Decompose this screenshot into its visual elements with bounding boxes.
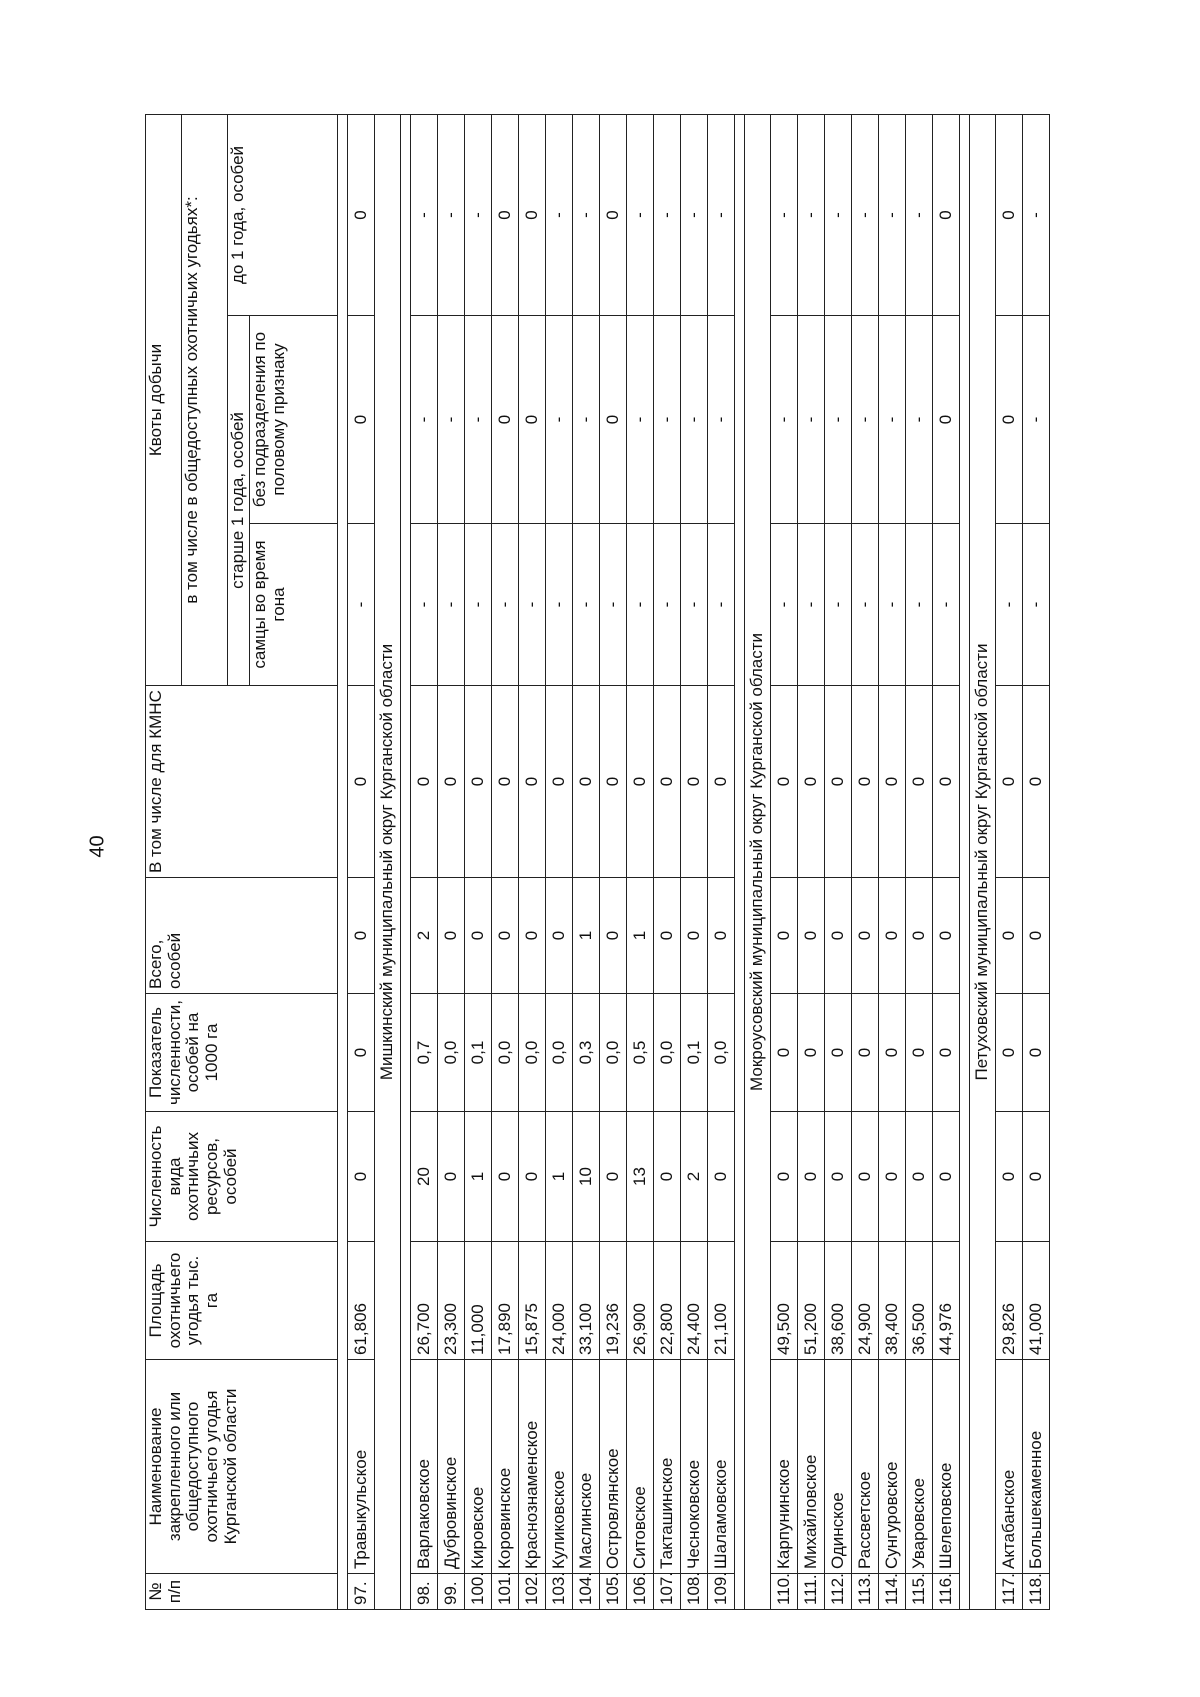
row-name: Актабанское bbox=[996, 1360, 1023, 1574]
row-area: 22,800 bbox=[654, 1242, 681, 1360]
row-total: 2 bbox=[411, 878, 438, 994]
row-nosex: - bbox=[438, 316, 465, 524]
row-area: 33,100 bbox=[573, 1242, 600, 1360]
row-area: 41,000 bbox=[1023, 1242, 1050, 1360]
table-row bbox=[573, 114, 600, 1609]
row-area: 36,500 bbox=[906, 1242, 933, 1360]
row-area: 49,500 bbox=[771, 1242, 798, 1360]
row-number: 97. bbox=[348, 1574, 375, 1610]
row-number: 106. bbox=[627, 1574, 654, 1610]
row-males: - bbox=[708, 524, 735, 686]
row-number: 111. bbox=[798, 1574, 825, 1610]
row-kmns: 0 bbox=[411, 686, 438, 878]
table-row bbox=[825, 114, 852, 1609]
row-young: - bbox=[708, 114, 735, 315]
row-area: 23,300 bbox=[438, 1242, 465, 1360]
row-kmns: 0 bbox=[1023, 686, 1050, 878]
row-young: 0 bbox=[348, 114, 375, 315]
row-density: 0,5 bbox=[627, 994, 654, 1112]
row-name: Большекаменное bbox=[1023, 1360, 1050, 1574]
row-males: - bbox=[438, 524, 465, 686]
row-total: 0 bbox=[438, 878, 465, 994]
table-row bbox=[438, 114, 465, 1609]
section-header-row bbox=[375, 114, 401, 1609]
row-nosex: - bbox=[852, 316, 879, 524]
row-name: Рассветское bbox=[852, 1360, 879, 1574]
row-number: 116. bbox=[933, 1574, 960, 1610]
row-young: - bbox=[681, 114, 708, 315]
row-number: 113. bbox=[852, 1574, 879, 1610]
row-name: Островлянское bbox=[600, 1360, 627, 1574]
row-males: - bbox=[411, 524, 438, 686]
row-young: - bbox=[465, 114, 492, 315]
row-density: 0 bbox=[879, 994, 906, 1112]
row-number: 102. bbox=[519, 1574, 546, 1610]
row-number: 109. bbox=[708, 1574, 735, 1610]
row-total: 0 bbox=[546, 878, 573, 994]
page-number: 40 bbox=[86, 835, 109, 858]
row-nosex: - bbox=[825, 316, 852, 524]
row-males: - bbox=[654, 524, 681, 686]
row-males: - bbox=[798, 524, 825, 686]
row-area: 24,400 bbox=[681, 1242, 708, 1360]
row-males: - bbox=[465, 524, 492, 686]
header-total: Всего, особей bbox=[146, 878, 338, 994]
row-nosex: 0 bbox=[996, 316, 1023, 524]
row-males: - bbox=[1023, 524, 1050, 686]
row-males: - bbox=[906, 524, 933, 686]
row-name: Шаламовское bbox=[708, 1360, 735, 1574]
row-name: Шелеповское bbox=[933, 1360, 960, 1574]
table-row bbox=[771, 114, 798, 1609]
header-density: Показатель численности, особей на 1000 га bbox=[146, 994, 338, 1112]
section-header-row bbox=[970, 114, 996, 1609]
row-name: Варлаковское bbox=[411, 1360, 438, 1574]
row-area: 26,900 bbox=[627, 1242, 654, 1360]
row-area: 24,000 bbox=[546, 1242, 573, 1360]
table-row bbox=[654, 114, 681, 1609]
row-males: - bbox=[492, 524, 519, 686]
row-nosex: - bbox=[654, 316, 681, 524]
row-males: - bbox=[879, 524, 906, 686]
row-density: 0,0 bbox=[654, 994, 681, 1112]
row-total: 0 bbox=[771, 878, 798, 994]
row-total: 0 bbox=[852, 878, 879, 994]
row-population: 0 bbox=[906, 1112, 933, 1242]
table-row bbox=[1023, 114, 1050, 1609]
spacer-row bbox=[960, 114, 970, 1609]
spacer-cell bbox=[401, 114, 411, 1609]
row-kmns: 0 bbox=[519, 686, 546, 878]
row-total: 0 bbox=[879, 878, 906, 994]
row-total: 0 bbox=[825, 878, 852, 994]
row-density: 0,0 bbox=[600, 994, 627, 1112]
row-young: - bbox=[906, 114, 933, 315]
row-young: - bbox=[1023, 114, 1050, 315]
row-population: 0 bbox=[600, 1112, 627, 1242]
row-population: 13 bbox=[627, 1112, 654, 1242]
row-area: 51,200 bbox=[798, 1242, 825, 1360]
row-area: 24,900 bbox=[852, 1242, 879, 1360]
row-population: 0 bbox=[933, 1112, 960, 1242]
spacer-cell bbox=[960, 114, 970, 1609]
row-total: 0 bbox=[1023, 878, 1050, 994]
section-title: Петуховский муниципальный округ Курганской области bbox=[970, 114, 996, 1609]
row-nosex: - bbox=[879, 316, 906, 524]
row-density: 0 bbox=[798, 994, 825, 1112]
row-density: 0 bbox=[933, 994, 960, 1112]
header-num: № п/п bbox=[146, 1574, 338, 1610]
header-quotas: Квоты добычи bbox=[146, 114, 182, 685]
row-males: - bbox=[852, 524, 879, 686]
row-number: 112. bbox=[825, 1574, 852, 1610]
row-population: 0 bbox=[492, 1112, 519, 1242]
row-area: 29,826 bbox=[996, 1242, 1023, 1360]
table-row bbox=[411, 114, 438, 1609]
row-density: 0 bbox=[852, 994, 879, 1112]
row-young: - bbox=[825, 114, 852, 315]
row-name: Такташинское bbox=[654, 1360, 681, 1574]
table-row bbox=[519, 114, 546, 1609]
row-number: 104. bbox=[573, 1574, 600, 1610]
row-density: 0 bbox=[348, 994, 375, 1112]
row-nosex: - bbox=[771, 316, 798, 524]
row-nosex: - bbox=[1023, 316, 1050, 524]
row-kmns: 0 bbox=[600, 686, 627, 878]
row-young: 0 bbox=[933, 114, 960, 315]
row-kmns: 0 bbox=[996, 686, 1023, 878]
section-title: Мокроусовский муниципальный округ Курганской области bbox=[745, 114, 771, 1609]
row-density: 0,0 bbox=[708, 994, 735, 1112]
section-title: Мишкинский муниципальный округ Курганской области bbox=[375, 114, 401, 1609]
row-males: - bbox=[348, 524, 375, 686]
header-older: старше 1 года, особей bbox=[228, 316, 250, 686]
row-total: 0 bbox=[519, 878, 546, 994]
row-population: 1 bbox=[465, 1112, 492, 1242]
row-number: 98. bbox=[411, 1574, 438, 1610]
row-area: 44,976 bbox=[933, 1242, 960, 1360]
row-young: - bbox=[411, 114, 438, 315]
row-nosex: 0 bbox=[600, 316, 627, 524]
table-header bbox=[146, 114, 338, 1609]
row-total: 0 bbox=[996, 878, 1023, 994]
row-number: 103. bbox=[546, 1574, 573, 1610]
row-young: - bbox=[852, 114, 879, 315]
row-number: 99. bbox=[438, 1574, 465, 1610]
row-kmns: 0 bbox=[852, 686, 879, 878]
row-density: 0,1 bbox=[465, 994, 492, 1112]
row-population: 0 bbox=[996, 1112, 1023, 1242]
row-kmns: 0 bbox=[627, 686, 654, 878]
row-kmns: 0 bbox=[681, 686, 708, 878]
spacer-row bbox=[401, 114, 411, 1609]
row-nosex: - bbox=[465, 316, 492, 524]
row-density: 0,0 bbox=[546, 994, 573, 1112]
row-kmns: 0 bbox=[348, 686, 375, 878]
row-population: 0 bbox=[1023, 1112, 1050, 1242]
header-nosex: без подразделения по половому признаку bbox=[250, 316, 338, 524]
section-header-row bbox=[745, 114, 771, 1609]
row-population: 0 bbox=[438, 1112, 465, 1242]
row-young: - bbox=[654, 114, 681, 315]
row-number: 114. bbox=[879, 1574, 906, 1610]
table-body bbox=[338, 114, 1050, 1609]
row-young: 0 bbox=[996, 114, 1023, 315]
row-population: 0 bbox=[825, 1112, 852, 1242]
row-males: - bbox=[519, 524, 546, 686]
row-density: 0,0 bbox=[438, 994, 465, 1112]
row-kmns: 0 bbox=[933, 686, 960, 878]
row-nosex: - bbox=[411, 316, 438, 524]
row-name: Дубровинское bbox=[438, 1360, 465, 1574]
row-name: Травыкульское bbox=[348, 1360, 375, 1574]
row-kmns: 0 bbox=[465, 686, 492, 878]
table-row bbox=[546, 114, 573, 1609]
header-males: самцы во время гона bbox=[250, 524, 338, 686]
row-area: 15,875 bbox=[519, 1242, 546, 1360]
row-young: 0 bbox=[600, 114, 627, 315]
row-kmns: 0 bbox=[708, 686, 735, 878]
row-total: 1 bbox=[573, 878, 600, 994]
table-row bbox=[933, 114, 960, 1609]
row-young: - bbox=[438, 114, 465, 315]
table-row bbox=[681, 114, 708, 1609]
row-nosex: - bbox=[708, 316, 735, 524]
row-density: 0,0 bbox=[519, 994, 546, 1112]
row-young: 0 bbox=[519, 114, 546, 315]
row-males: - bbox=[933, 524, 960, 686]
row-kmns: 0 bbox=[492, 686, 519, 878]
row-kmns: 0 bbox=[825, 686, 852, 878]
row-nosex: - bbox=[681, 316, 708, 524]
row-kmns: 0 bbox=[438, 686, 465, 878]
header-young: до 1 года, особей bbox=[228, 114, 338, 315]
row-area: 21,100 bbox=[708, 1242, 735, 1360]
row-population: 0 bbox=[771, 1112, 798, 1242]
row-number: 110. bbox=[771, 1574, 798, 1610]
row-number: 108. bbox=[681, 1574, 708, 1610]
row-nosex: - bbox=[573, 316, 600, 524]
row-density: 0,1 bbox=[681, 994, 708, 1112]
row-total: 0 bbox=[708, 878, 735, 994]
row-area: 11,000 bbox=[465, 1242, 492, 1360]
row-population: 0 bbox=[348, 1112, 375, 1242]
header-kmns: В том числе для КМНС bbox=[146, 686, 338, 878]
row-males: - bbox=[573, 524, 600, 686]
spacer-row bbox=[338, 114, 348, 1609]
row-population: 0 bbox=[654, 1112, 681, 1242]
table-row bbox=[348, 114, 375, 1609]
row-total: 0 bbox=[492, 878, 519, 994]
row-nosex: 0 bbox=[348, 316, 375, 524]
row-name: Уваровское bbox=[906, 1360, 933, 1574]
table-row bbox=[465, 114, 492, 1609]
row-kmns: 0 bbox=[906, 686, 933, 878]
row-population: 10 bbox=[573, 1112, 600, 1242]
row-young: - bbox=[771, 114, 798, 315]
row-density: 0,0 bbox=[492, 994, 519, 1112]
row-number: 107. bbox=[654, 1574, 681, 1610]
row-males: - bbox=[825, 524, 852, 686]
row-area: 38,600 bbox=[825, 1242, 852, 1360]
row-density: 0 bbox=[825, 994, 852, 1112]
header-area: Площадь охотничьего угодья тыс. га bbox=[146, 1242, 338, 1360]
table-row bbox=[906, 114, 933, 1609]
header-public: в том числе в общедоступных охотничьих угодьях*: bbox=[182, 114, 228, 685]
row-kmns: 0 bbox=[573, 686, 600, 878]
row-total: 0 bbox=[654, 878, 681, 994]
table-row bbox=[627, 114, 654, 1609]
header-name: Наименование закрепленного или общедоступного охотничьего угодья Курганской области bbox=[146, 1360, 338, 1574]
spacer-cell bbox=[735, 114, 745, 1609]
row-population: 20 bbox=[411, 1112, 438, 1242]
row-number: 105. bbox=[600, 1574, 627, 1610]
row-name: Ситовское bbox=[627, 1360, 654, 1574]
row-number: 117. bbox=[996, 1574, 1023, 1610]
row-number: 118. bbox=[1023, 1574, 1050, 1610]
row-young: - bbox=[627, 114, 654, 315]
row-area: 17,890 bbox=[492, 1242, 519, 1360]
row-density: 0,3 bbox=[573, 994, 600, 1112]
row-young: - bbox=[546, 114, 573, 315]
row-nosex: 0 bbox=[519, 316, 546, 524]
row-area: 19,236 bbox=[600, 1242, 627, 1360]
row-population: 0 bbox=[798, 1112, 825, 1242]
table-row bbox=[708, 114, 735, 1609]
row-number: 100. bbox=[465, 1574, 492, 1610]
row-name: Куликовское bbox=[546, 1360, 573, 1574]
row-name: Михайловское bbox=[798, 1360, 825, 1574]
row-name: Коровинское bbox=[492, 1360, 519, 1574]
row-population: 1 bbox=[546, 1112, 573, 1242]
row-kmns: 0 bbox=[798, 686, 825, 878]
row-males: - bbox=[996, 524, 1023, 686]
row-kmns: 0 bbox=[546, 686, 573, 878]
row-density: 0 bbox=[771, 994, 798, 1112]
table-row bbox=[798, 114, 825, 1609]
row-density: 0 bbox=[1023, 994, 1050, 1112]
row-nosex: - bbox=[546, 316, 573, 524]
spacer-cell bbox=[338, 114, 348, 1609]
row-males: - bbox=[600, 524, 627, 686]
quota-table bbox=[145, 114, 1050, 1610]
row-males: - bbox=[681, 524, 708, 686]
row-total: 0 bbox=[681, 878, 708, 994]
row-name: Краснознаменское bbox=[519, 1360, 546, 1574]
row-kmns: 0 bbox=[654, 686, 681, 878]
row-area: 61,806 bbox=[348, 1242, 375, 1360]
row-nosex: - bbox=[798, 316, 825, 524]
row-name: Карпунинское bbox=[771, 1360, 798, 1574]
row-population: 0 bbox=[519, 1112, 546, 1242]
row-population: 0 bbox=[708, 1112, 735, 1242]
spacer-row bbox=[735, 114, 745, 1609]
row-population: 0 bbox=[852, 1112, 879, 1242]
table-row bbox=[492, 114, 519, 1609]
row-young: 0 bbox=[492, 114, 519, 315]
row-nosex: - bbox=[627, 316, 654, 524]
row-young: - bbox=[879, 114, 906, 315]
row-population: 0 bbox=[879, 1112, 906, 1242]
row-nosex: 0 bbox=[933, 316, 960, 524]
row-total: 0 bbox=[600, 878, 627, 994]
table-row bbox=[879, 114, 906, 1609]
row-number: 101. bbox=[492, 1574, 519, 1610]
row-total: 0 bbox=[465, 878, 492, 994]
row-name: Кировское bbox=[465, 1360, 492, 1574]
row-name: Чесноковское bbox=[681, 1360, 708, 1574]
table-row bbox=[852, 114, 879, 1609]
row-name: Маслинское bbox=[573, 1360, 600, 1574]
row-nosex: - bbox=[906, 316, 933, 524]
table-row bbox=[996, 114, 1023, 1609]
row-number: 115. bbox=[906, 1574, 933, 1610]
row-total: 0 bbox=[348, 878, 375, 994]
row-kmns: 0 bbox=[771, 686, 798, 878]
row-males: - bbox=[546, 524, 573, 686]
row-total: 0 bbox=[906, 878, 933, 994]
row-total: 0 bbox=[798, 878, 825, 994]
row-area: 26,700 bbox=[411, 1242, 438, 1360]
rotated-table-container bbox=[145, 115, 1110, 1610]
row-nosex: 0 bbox=[492, 316, 519, 524]
row-young: - bbox=[798, 114, 825, 315]
row-name: Сунгуровское bbox=[879, 1360, 906, 1574]
row-density: 0 bbox=[906, 994, 933, 1112]
table-row bbox=[600, 114, 627, 1609]
row-males: - bbox=[627, 524, 654, 686]
row-young: - bbox=[573, 114, 600, 315]
row-total: 0 bbox=[933, 878, 960, 994]
row-kmns: 0 bbox=[879, 686, 906, 878]
row-males: - bbox=[771, 524, 798, 686]
row-population: 2 bbox=[681, 1112, 708, 1242]
row-density: 0,7 bbox=[411, 994, 438, 1112]
row-area: 38,400 bbox=[879, 1242, 906, 1360]
row-density: 0 bbox=[996, 994, 1023, 1112]
header-population: Численность вида охотничьих ресурсов, особей bbox=[146, 1112, 338, 1242]
row-total: 1 bbox=[627, 878, 654, 994]
row-name: Одинское bbox=[825, 1360, 852, 1574]
